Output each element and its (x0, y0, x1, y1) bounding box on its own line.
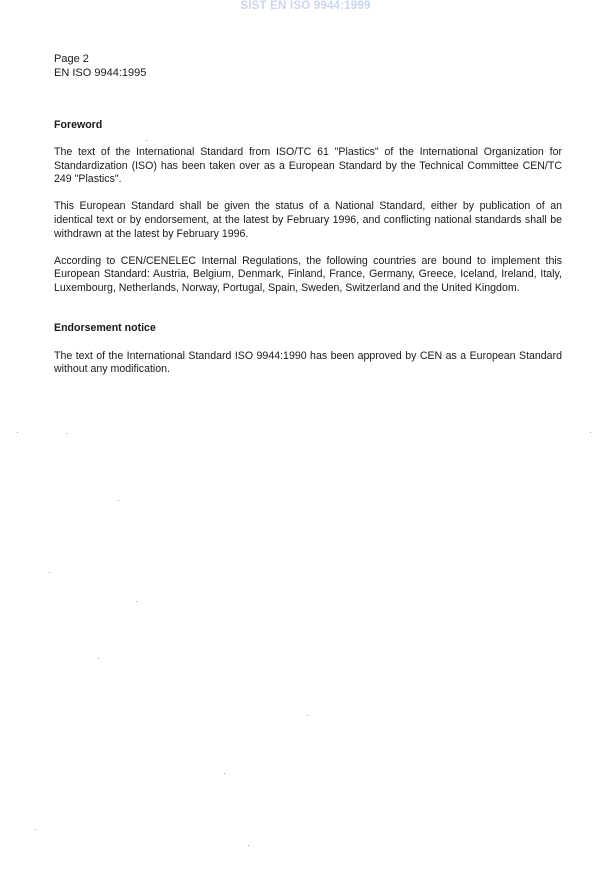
foreword-paragraph: The text of the International Standard from ISO/TC 61 "Plastics" of the International Organization for Standardization (ISO) has been taken over as a European Standard by the Technical Committee CEN/TC 249 "Plastics". (54, 146, 562, 186)
scan-speck (146, 140, 147, 141)
foreword-paragraph: According to CEN/CENELEC Internal Regulations, the following countries are bound to implement this European Standard: Austria, Belgium, Denmark, Finland, France, Germany, Greece, Iceland, Ireland, Italy, Luxembourg, Netherlands, Norway, Portugal, Spain, Sweden, Switzerland and the United Kingdom. (54, 254, 562, 294)
scan-speck (49, 572, 50, 573)
page-header (54, 53, 146, 80)
page-number: Page 2 (54, 53, 89, 65)
scan-speck (590, 432, 591, 433)
scan-speck (98, 658, 99, 659)
scan-speck (307, 715, 308, 716)
endorsement-paragraph: The text of the International Standard ISO 9944:1990 has been approved by CEN as a European Standard without any modification. (54, 349, 562, 376)
scan-speck (248, 845, 249, 846)
foreword-heading: Foreword (54, 119, 103, 131)
scan-speck (17, 432, 18, 433)
endorsement-heading: Endorsement notice (54, 322, 156, 335)
document-body (54, 119, 562, 377)
scan-speck (66, 433, 67, 434)
scan-speck (136, 601, 137, 602)
scan-speck (224, 773, 225, 774)
scan-speck (35, 829, 36, 830)
foreword-paragraph: This European Standard shall be given the status of a National Standard, either by publication of an identical text or by endorsement, at the latest by February 1996, and conflicting national standards shall be withdrawn at the latest by February 1996. (54, 200, 562, 240)
document-id: EN ISO 9944:1995 (54, 66, 147, 79)
watermark: SIST EN ISO 9944:1999 (240, 0, 371, 12)
scan-speck (118, 500, 119, 501)
